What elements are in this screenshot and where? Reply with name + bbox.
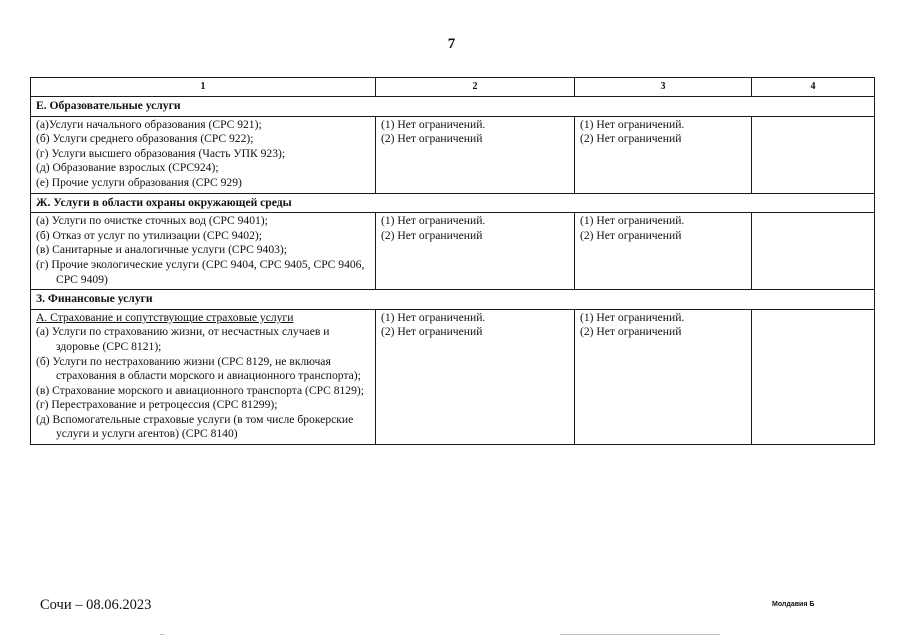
table-row bbox=[31, 213, 875, 290]
cell-col3 bbox=[575, 116, 752, 193]
limitation-item: (1) Нет ограничений. bbox=[381, 214, 486, 228]
cell-col4 bbox=[752, 213, 875, 290]
footer-country-label: Молдавия Б bbox=[772, 601, 815, 608]
service-item: (а)Услуги начального образования (CPC 921); bbox=[36, 117, 262, 131]
page-number: 7 bbox=[447, 36, 456, 52]
limitation-item: (1) Нет ограничений. bbox=[580, 117, 685, 131]
service-item: (в) Санитарные и аналогичные услуги (CPC 9403); bbox=[36, 243, 288, 257]
cell-col2 bbox=[376, 116, 575, 193]
limitation-item: (1) Нет ограничений. bbox=[580, 310, 685, 324]
limitation-item: (2) Нет ограничений bbox=[580, 325, 682, 339]
scan-artifact bbox=[160, 634, 164, 635]
cell-col1 bbox=[31, 116, 376, 193]
service-item: (е) Прочие услуги образования (CPC 929) bbox=[36, 175, 242, 189]
section-title: Ж. Услуги в области охраны окружающей среды bbox=[31, 193, 875, 213]
cell-col4 bbox=[752, 116, 875, 193]
table-row bbox=[31, 116, 875, 193]
column-header-2: 2 bbox=[376, 78, 575, 97]
cell-col2 bbox=[376, 309, 575, 444]
cell-col1 bbox=[31, 309, 376, 444]
limitation-item: (2) Нет ограничений bbox=[381, 325, 483, 339]
scan-artifact bbox=[560, 634, 720, 635]
subheading: А. Страхование и сопутствующие страховые услуги bbox=[36, 310, 294, 324]
footer-place-date: Сочи – 08.06.2023 bbox=[40, 597, 152, 613]
commitments-table bbox=[30, 77, 875, 445]
limitation-item: (2) Нет ограничений bbox=[580, 132, 682, 146]
section-title: Е. Образовательные услуги bbox=[31, 97, 875, 117]
service-item: (а) Услуги по очистке сточных вод (CPC 9401); bbox=[36, 214, 268, 228]
service-item: (г) Перестрахование и ретроцессия (CPC 81299); bbox=[36, 398, 278, 412]
service-item: (д) Образование взрослых (CPC924); bbox=[36, 161, 219, 175]
section-title: З. Финансовые услуги bbox=[31, 290, 875, 310]
service-item: (г) Прочие экологические услуги (CPC 9404, CPC 9405, CPC 9406, CPC 9409) bbox=[36, 257, 365, 286]
cell-col1 bbox=[31, 213, 376, 290]
section-row bbox=[31, 97, 875, 117]
cell-col3 bbox=[575, 213, 752, 290]
limitation-item: (2) Нет ограничений bbox=[381, 228, 483, 242]
service-item: (г) Услуги высшего образования (Часть УПК 923); bbox=[36, 146, 286, 160]
column-header-3: 3 bbox=[575, 78, 752, 97]
limitation-item: (1) Нет ограничений. bbox=[381, 117, 486, 131]
cell-col3 bbox=[575, 309, 752, 444]
service-item: (б) Отказ от услуг по утилизации (CPC 9402); bbox=[36, 228, 262, 242]
limitation-item: (2) Нет ограничений bbox=[580, 228, 682, 242]
service-item: (в) Страхование морского и авиационного транспорта (CPC 8129); bbox=[36, 383, 364, 397]
service-item: (б) Услуги среднего образования (CPC 922); bbox=[36, 132, 254, 146]
service-item: (а) Услуги по страхованию жизни, от несчастных случаев и здоровье (CPC 8121); bbox=[36, 325, 330, 353]
limitation-item: (1) Нет ограничений. bbox=[381, 310, 486, 324]
column-header-1: 1 bbox=[31, 78, 376, 97]
table-row bbox=[31, 309, 875, 444]
table-body bbox=[31, 78, 875, 445]
service-item: (д) Вспомогательные страховые услуги (в том числе брокерские услуги и услуги агентов) (CPC 8140) bbox=[36, 412, 354, 441]
section-row bbox=[31, 193, 875, 213]
column-header-row bbox=[31, 78, 875, 97]
cell-col2 bbox=[376, 213, 575, 290]
limitation-item: (2) Нет ограничений bbox=[381, 132, 483, 146]
limitation-item: (1) Нет ограничений. bbox=[580, 214, 685, 228]
section-row bbox=[31, 290, 875, 310]
service-item: (б) Услуги по нестрахованию жизни (CPC 8129, не включая страхования в области морского и авиационного транспорта); bbox=[36, 354, 361, 383]
cell-col4 bbox=[752, 309, 875, 444]
column-header-4: 4 bbox=[752, 78, 875, 97]
